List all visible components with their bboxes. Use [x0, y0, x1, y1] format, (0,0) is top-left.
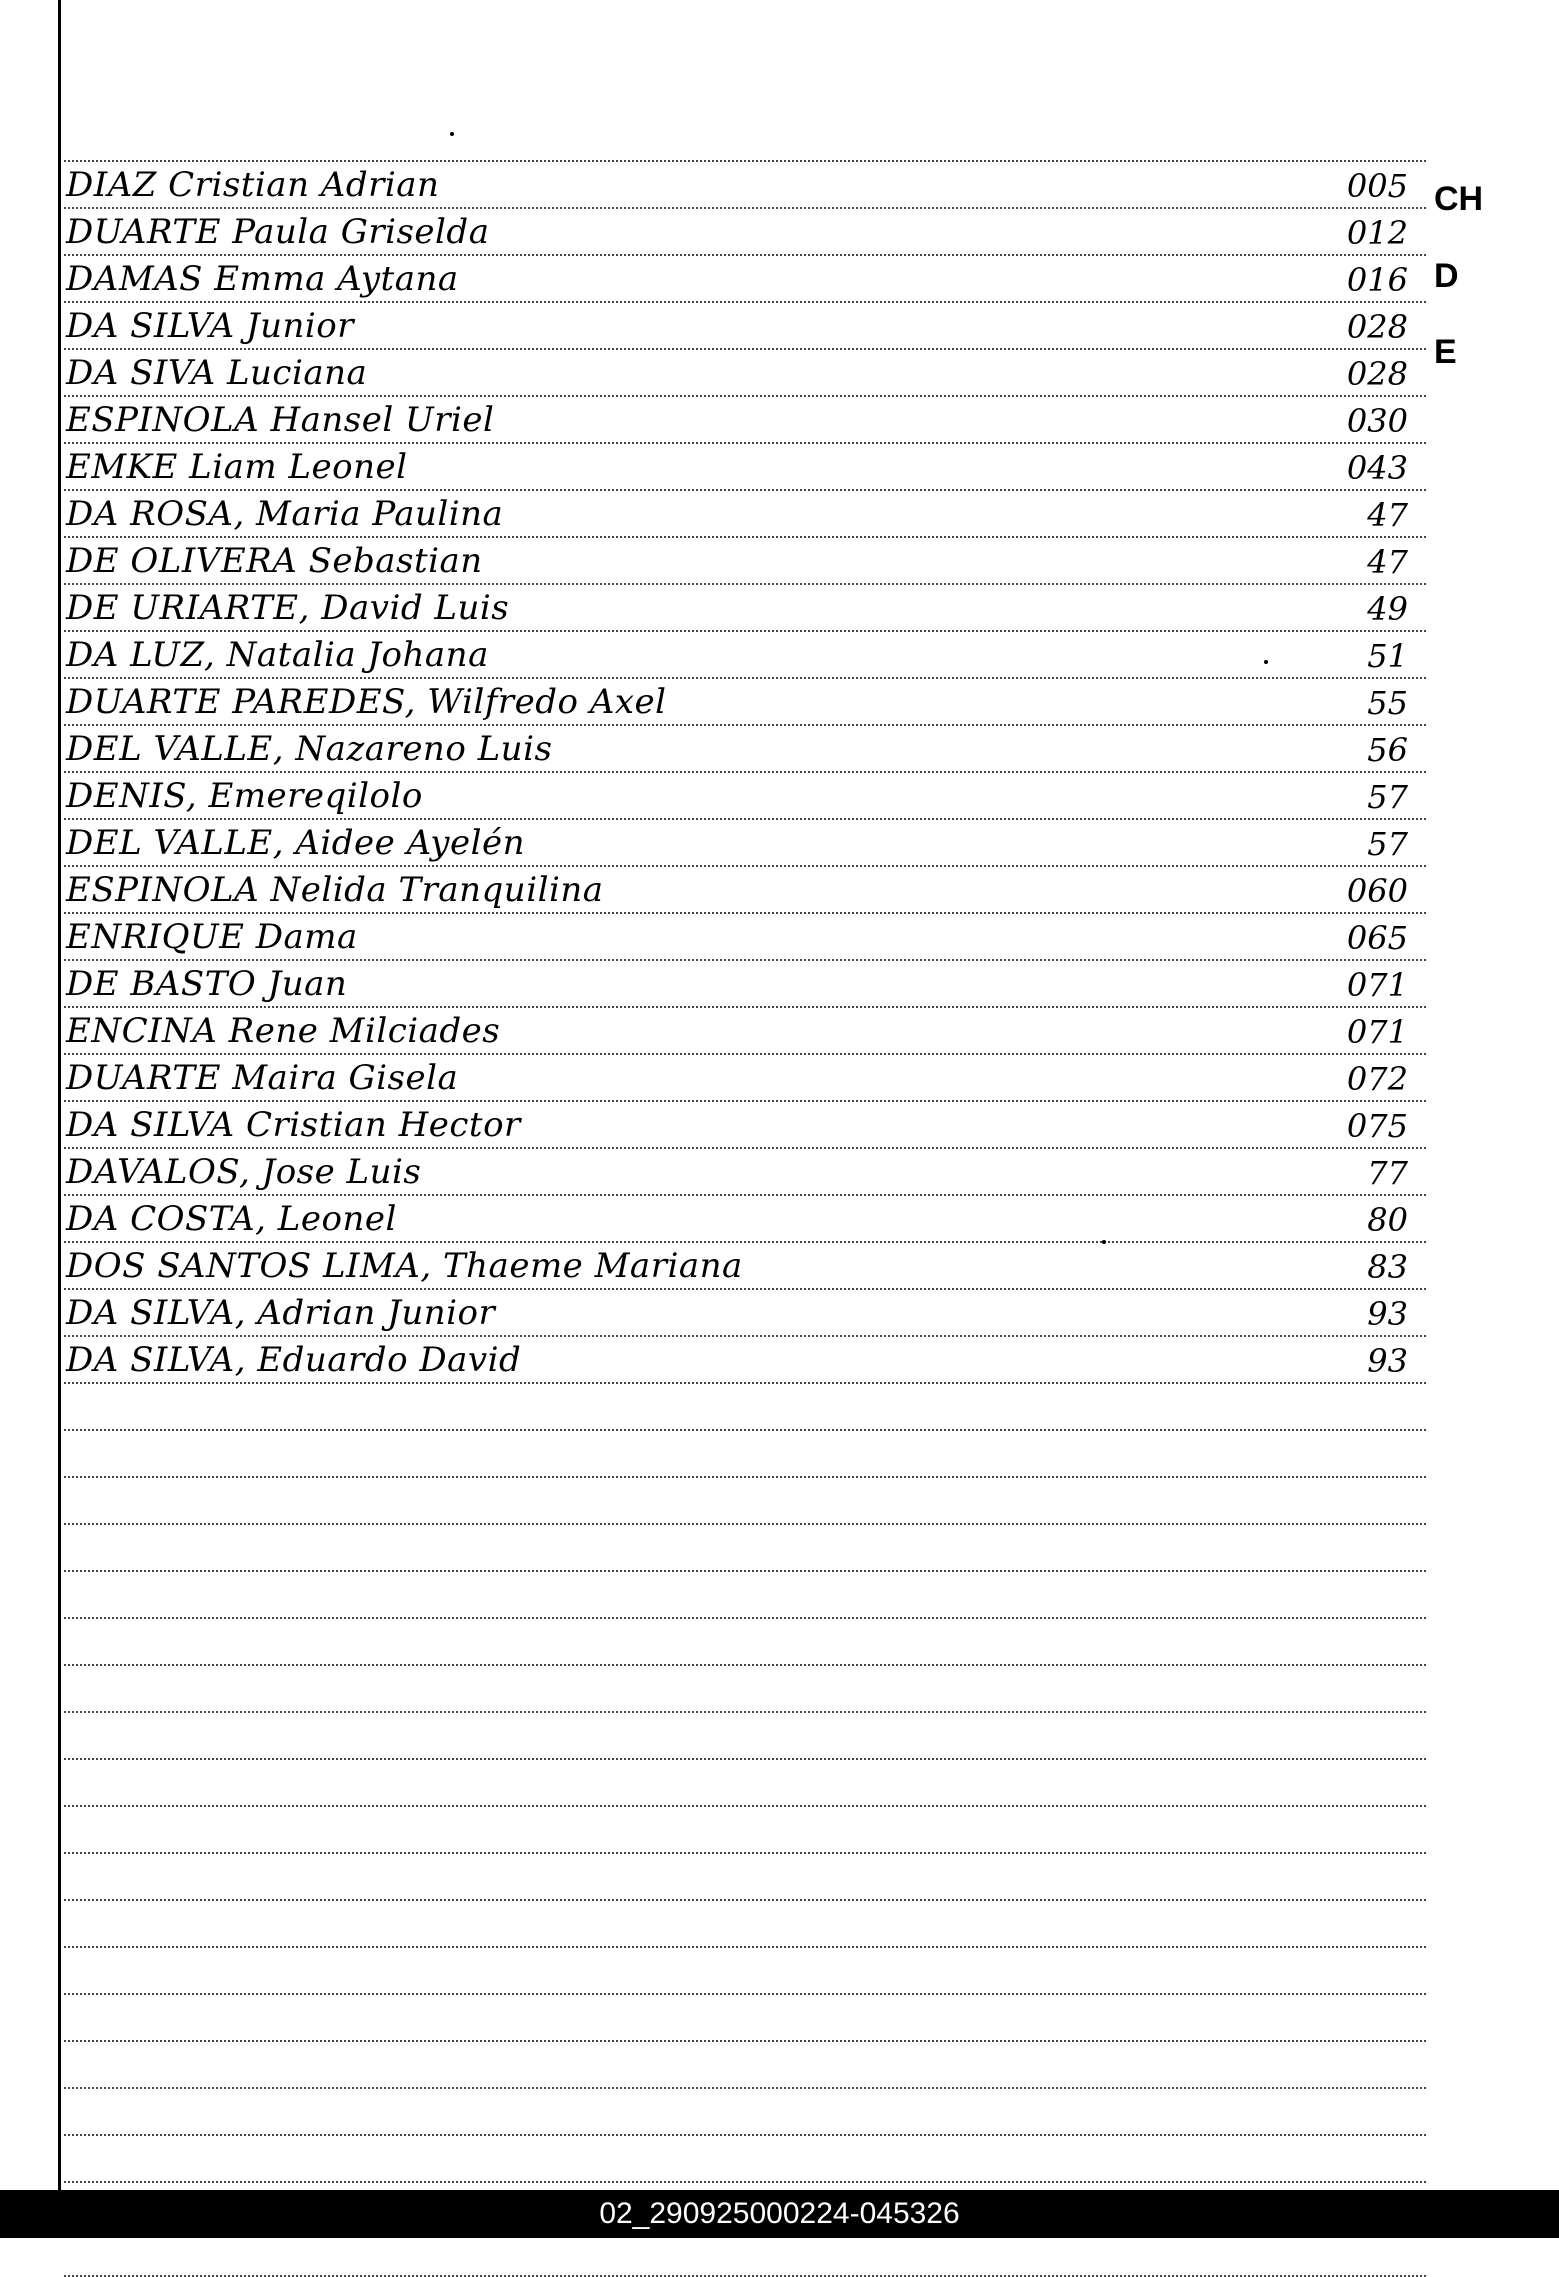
entry-number: 47	[1367, 543, 1408, 581]
entry-number: 028	[1346, 308, 1408, 346]
list-item	[64, 1008, 1426, 1055]
list-item	[64, 867, 1426, 914]
list-item	[64, 820, 1426, 867]
blank-ruled-line	[64, 1384, 1426, 1431]
list-item	[64, 632, 1426, 679]
list-item	[64, 961, 1426, 1008]
entry-name: DOS SANTOS LIMA, Thaeme Mariana	[66, 1246, 743, 1286]
list-item	[64, 1243, 1426, 1290]
side-letter-e: E	[1434, 333, 1457, 371]
entry-name: ESPINOLA Hansel Uriel	[66, 400, 495, 440]
speck-mark	[1264, 660, 1268, 664]
entry-name: DUARTE PAREDES, Wilfredo Axel	[66, 682, 667, 722]
side-letter-ch: CH	[1434, 180, 1484, 218]
entry-number: 028	[1346, 355, 1408, 393]
blank-ruled-line	[64, 1572, 1426, 1619]
entry-name: DEL VALLE, Aidee Ayelén	[66, 823, 525, 863]
entry-name: DIAZ Cristian Adrian	[66, 165, 440, 205]
entry-number: 93	[1367, 1295, 1408, 1333]
list-item	[64, 1102, 1426, 1149]
list-item	[64, 585, 1426, 632]
entry-name: DA SIVA Luciana	[66, 353, 368, 393]
entry-number: 57	[1367, 778, 1408, 816]
blank-ruled-line	[64, 1431, 1426, 1478]
blank-ruled-line	[64, 2042, 1426, 2089]
blank-ruled-line	[64, 1760, 1426, 1807]
entry-number: 49	[1367, 590, 1408, 628]
entry-number: 51	[1367, 637, 1408, 675]
entry-name: DAVALOS, Jose Luis	[66, 1152, 422, 1192]
list-item	[64, 1290, 1426, 1337]
list-item	[64, 914, 1426, 961]
blank-ruled-line	[64, 1478, 1426, 1525]
list-item	[64, 444, 1426, 491]
entry-name: ENCINA Rene Milciades	[66, 1011, 501, 1051]
blank-ruled-line	[64, 1713, 1426, 1760]
entry-name: DA SILVA Cristian Hector	[66, 1105, 521, 1145]
list-item	[64, 256, 1426, 303]
list-item	[64, 1149, 1426, 1196]
speck-mark	[450, 132, 454, 136]
list-item	[64, 303, 1426, 350]
blank-ruled-line	[64, 1948, 1426, 1995]
blank-ruled-line	[64, 1901, 1426, 1948]
entry-name: DE BASTO Juan	[66, 964, 348, 1004]
blank-ruled-line	[64, 1807, 1426, 1854]
page-margin-line	[58, 0, 61, 2190]
entry-number: 57	[1367, 825, 1408, 863]
entry-name: DA COSTA, Leonel	[66, 1199, 397, 1239]
blank-ruled-line	[64, 1666, 1426, 1713]
list-item	[64, 209, 1426, 256]
ruled-sheet	[64, 150, 1426, 2277]
blank-ruled-line	[64, 1619, 1426, 1666]
entry-number: 071	[1346, 966, 1408, 1004]
entry-number: 012	[1346, 214, 1408, 252]
entry-number: 065	[1346, 919, 1408, 957]
entry-number: 93	[1367, 1342, 1408, 1380]
entry-name: DA ROSA, Maria Paulina	[66, 494, 504, 534]
entry-name: DUARTE Paula Griselda	[66, 212, 490, 252]
entry-name: DE OLIVERA Sebastian	[66, 541, 483, 581]
entry-number: 030	[1346, 402, 1408, 440]
entry-name: ENRIQUE Dama	[66, 917, 358, 957]
entry-name: DA SILVA, Eduardo David	[66, 1340, 522, 1380]
entry-name: DAMAS Emma Aytana	[66, 259, 459, 299]
entry-number: 072	[1346, 1060, 1408, 1098]
entry-name: ESPINOLA Nelida Tranquilina	[66, 870, 604, 910]
blank-ruled-line	[64, 1995, 1426, 2042]
list-item	[64, 162, 1426, 209]
blank-ruled-line	[64, 1854, 1426, 1901]
entry-name: DA SILVA, Adrian Junior	[66, 1293, 496, 1333]
entry-number: 043	[1346, 449, 1408, 487]
list-item	[64, 1337, 1426, 1384]
entry-name: DENIS, Emereqilolo	[66, 776, 423, 816]
list-item	[64, 679, 1426, 726]
side-letter-d: D	[1434, 257, 1459, 295]
list-item	[64, 773, 1426, 820]
list-item	[64, 1055, 1426, 1102]
entry-number: 071	[1346, 1013, 1408, 1051]
entry-number: 005	[1346, 167, 1408, 205]
entry-name: EMKE Liam Leonel	[66, 447, 408, 487]
list-item	[64, 491, 1426, 538]
entry-name: DE URIARTE, David Luis	[66, 588, 510, 628]
entry-number: 075	[1346, 1107, 1408, 1145]
entry-number: 77	[1367, 1154, 1408, 1192]
speck-mark	[1102, 1240, 1106, 1244]
blank-ruled-line	[64, 2089, 1426, 2136]
list-item	[64, 350, 1426, 397]
blank-ruled-line	[64, 1525, 1426, 1572]
top-ruled-line	[64, 150, 1426, 162]
entry-name: DA LUZ, Natalia Johana	[66, 635, 489, 675]
entry-name: DUARTE Maira Gisela	[66, 1058, 459, 1098]
list-item	[64, 397, 1426, 444]
entry-number: 56	[1367, 731, 1408, 769]
entry-number: 060	[1346, 872, 1408, 910]
list-item	[64, 538, 1426, 585]
entry-number: 83	[1367, 1248, 1408, 1286]
entry-number: 47	[1367, 496, 1408, 534]
list-item	[64, 726, 1426, 773]
entry-name: DEL VALLE, Nazareno Luis	[66, 729, 553, 769]
entry-name: DA SILVA Junior	[66, 306, 355, 346]
blank-ruled-line	[64, 2136, 1426, 2183]
entry-number: 016	[1346, 261, 1408, 299]
list-item	[64, 1196, 1426, 1243]
entry-number: 80	[1367, 1201, 1408, 1239]
entry-number: 55	[1367, 684, 1408, 722]
footer-id: 02_290925000224-045326	[0, 2190, 1559, 2238]
